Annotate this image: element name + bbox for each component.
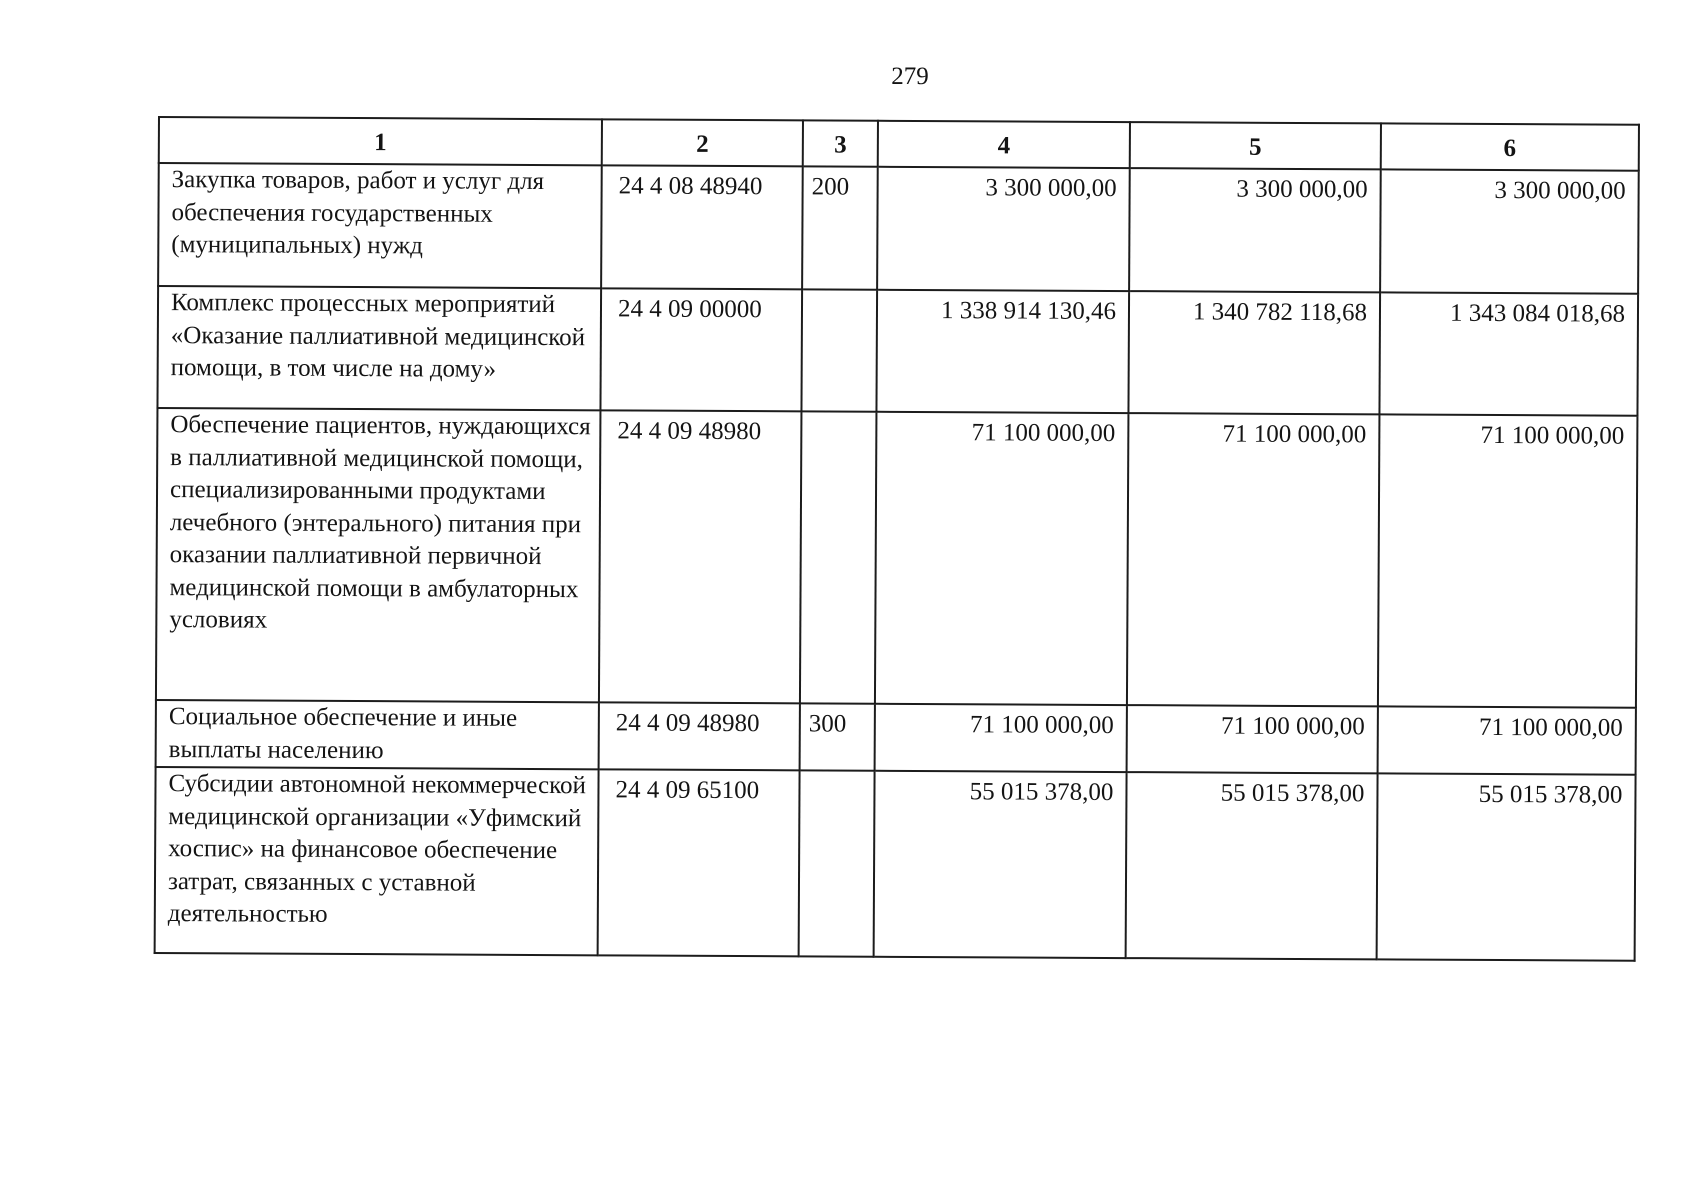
column-header: 1 bbox=[159, 117, 602, 165]
table-row bbox=[156, 700, 1636, 775]
table-row bbox=[158, 163, 1639, 294]
amount-year2-cell: 71 100 000,00 bbox=[1127, 413, 1380, 706]
target-code-cell: 24 4 08 48940 bbox=[601, 165, 803, 289]
column-header: 4 bbox=[878, 121, 1130, 168]
row-name-cell: Комплекс процессных мероприятий «Оказание паллиативной медицинской помощи, в том числе на дому» bbox=[157, 286, 601, 410]
amount-year2-cell: 71 100 000,00 bbox=[1127, 705, 1378, 773]
expense-type-cell: 200 bbox=[802, 166, 878, 289]
amount-year1-cell: 1 338 914 130,46 bbox=[876, 290, 1129, 413]
row-name-cell: Закупка товаров, работ и услуг для обеспечения государственных (муниципальных) нужд bbox=[158, 163, 602, 288]
table-row bbox=[156, 408, 1638, 708]
expense-type-cell bbox=[800, 411, 877, 703]
column-header: 2 bbox=[602, 119, 803, 166]
expense-type-cell bbox=[801, 289, 877, 411]
page-number: 279 bbox=[891, 63, 929, 90]
amount-year3-cell: 1 343 084 018,68 bbox=[1379, 292, 1638, 415]
table-header-row bbox=[159, 117, 1639, 171]
target-code-cell: 24 4 09 65100 bbox=[598, 769, 800, 956]
target-code-cell: 24 4 09 00000 bbox=[600, 288, 802, 411]
amount-year2-cell: 55 015 378,00 bbox=[1126, 772, 1378, 959]
expense-type-cell bbox=[799, 770, 875, 956]
amount-year2-cell: 1 340 782 118,68 bbox=[1128, 291, 1380, 414]
amount-year3-cell: 71 100 000,00 bbox=[1378, 706, 1636, 774]
amount-year3-cell: 3 300 000,00 bbox=[1380, 169, 1639, 293]
table-row bbox=[157, 286, 1638, 416]
amount-year1-cell: 71 100 000,00 bbox=[875, 412, 1129, 705]
row-name-cell: Субсидии автономной некоммерческой медицинской организации «Уфимский хоспис» на финансовое обеспечение затрат, связанных с уставной деятельностью bbox=[155, 767, 599, 955]
amount-year3-cell: 71 100 000,00 bbox=[1378, 414, 1638, 707]
amount-year1-cell: 71 100 000,00 bbox=[875, 704, 1127, 772]
row-name-cell: Социальное обеспечение и иные выплаты населению bbox=[156, 700, 599, 769]
amount-year2-cell: 3 300 000,00 bbox=[1129, 168, 1381, 292]
target-code-cell: 24 4 09 48980 bbox=[599, 702, 800, 770]
amount-year3-cell: 55 015 378,00 bbox=[1377, 773, 1636, 960]
budget-table bbox=[154, 116, 1640, 962]
column-header: 6 bbox=[1381, 123, 1639, 170]
expense-type-cell: 300 bbox=[800, 703, 875, 770]
amount-year1-cell: 55 015 378,00 bbox=[874, 771, 1127, 958]
target-code-cell: 24 4 09 48980 bbox=[599, 410, 802, 703]
table-row bbox=[155, 767, 1636, 961]
row-name-cell: Обеспечение пациентов, нуждающихся в паллиативной медицинской помощи, специализированными продуктами лечебного (энтерального) питания при оказании паллиативной первичной медицинской помощи в амбулаторных условиях bbox=[156, 408, 601, 702]
amount-year1-cell: 3 300 000,00 bbox=[877, 167, 1130, 291]
column-header: 3 bbox=[803, 120, 878, 166]
column-header: 5 bbox=[1130, 122, 1381, 169]
